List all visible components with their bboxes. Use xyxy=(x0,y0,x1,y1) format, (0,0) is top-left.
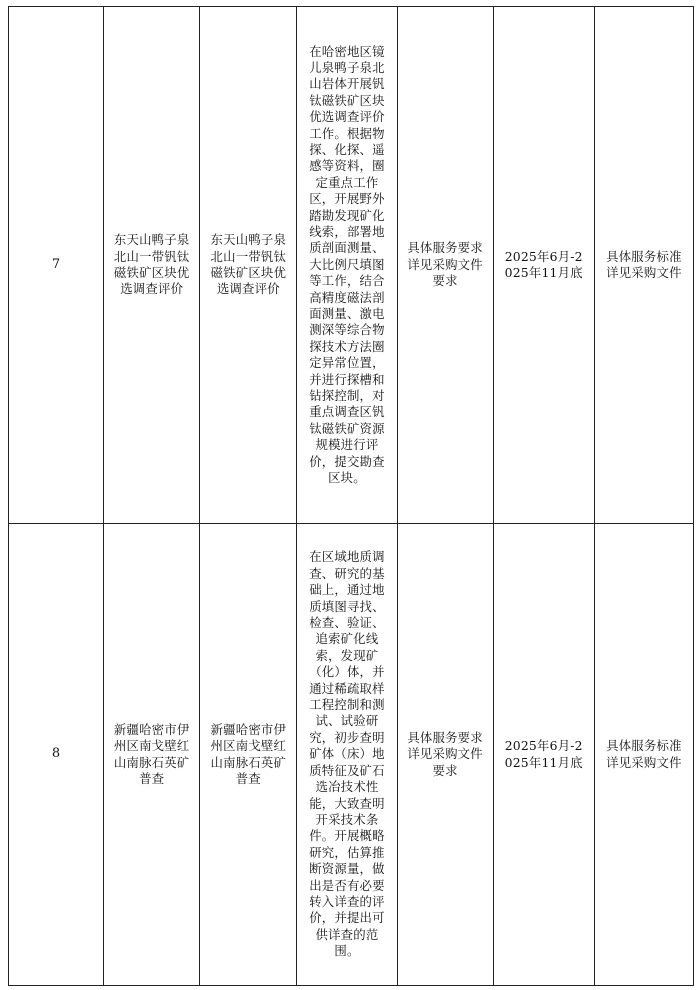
service-period: 2025年6月-2025年11月底 xyxy=(504,738,583,770)
project-name-cell xyxy=(104,7,200,524)
project-content: 新疆哈密市伊州区南戈壁红山南脉石英矿普查 xyxy=(210,721,287,786)
service-standard: 具体服务标准详见采购文件 xyxy=(606,248,682,280)
row-index: 8 xyxy=(51,746,61,762)
project-description-cell xyxy=(297,7,397,524)
table-row xyxy=(9,7,694,524)
project-name: 东天山鸭子泉北山一带钒钛磁铁矿区块优选调查评价 xyxy=(113,232,190,297)
row-index: 7 xyxy=(51,256,61,272)
service-standard-cell xyxy=(594,524,693,986)
project-content-cell xyxy=(200,7,297,524)
service-standard-cell xyxy=(594,7,693,524)
procurement-table xyxy=(8,6,694,986)
table-row xyxy=(9,524,694,986)
project-description: 在哈密地区镜儿泉鸭子泉北山岩体开展钒钛磁铁矿区块优选调查评价工作。根据物探、化探、遥感等资料，圈定重点工作区，开展野外踏勘发现矿化线索，部署地质剖面测量、大比例尺填图等工作，结合高精度磁法剖面测量、激电测深等综合物探技术方法圈定异常位置，并进行探槽和钻探控制，对重点调查区钒钛磁铁矿资源规模进行评价，提交勘查区块。 xyxy=(309,43,385,486)
project-content: 东天山鸭子泉北山一带钒钛磁铁矿区块优选调查评价 xyxy=(210,232,287,297)
project-name: 新疆哈密市伊州区南戈壁红山南脉石英矿普查 xyxy=(113,721,190,786)
service-requirement-cell xyxy=(397,524,493,986)
service-period: 2025年6月-2025年11月底 xyxy=(504,248,583,280)
service-requirement: 具体服务要求详见采购文件要求 xyxy=(407,729,483,778)
row-index-cell xyxy=(9,7,104,524)
service-period-cell xyxy=(493,7,594,524)
service-standard: 具体服务标准详见采购文件 xyxy=(606,738,682,770)
project-description-cell xyxy=(297,524,397,986)
project-description: 在区域地质调查、研究的基础上，通过地质填图寻找、检查、验证、追索矿化线索，发现矿（化）体，并通过稀疏取样工程控制和测试、试验研究，初步查明矿体（床）地质特征及矿石选冶技术性能，大致查明开采技术条件。开展概略研究，估算推断资源量，做出是否有必要转入详查的评价，并提出可供详查的范围。 xyxy=(309,549,385,959)
project-content-cell xyxy=(200,524,297,986)
row-index-cell xyxy=(9,524,104,986)
service-period-cell xyxy=(493,524,594,986)
project-name-cell xyxy=(104,524,200,986)
service-requirement-cell xyxy=(397,7,493,524)
service-requirement: 具体服务要求详见采购文件要求 xyxy=(407,240,483,289)
